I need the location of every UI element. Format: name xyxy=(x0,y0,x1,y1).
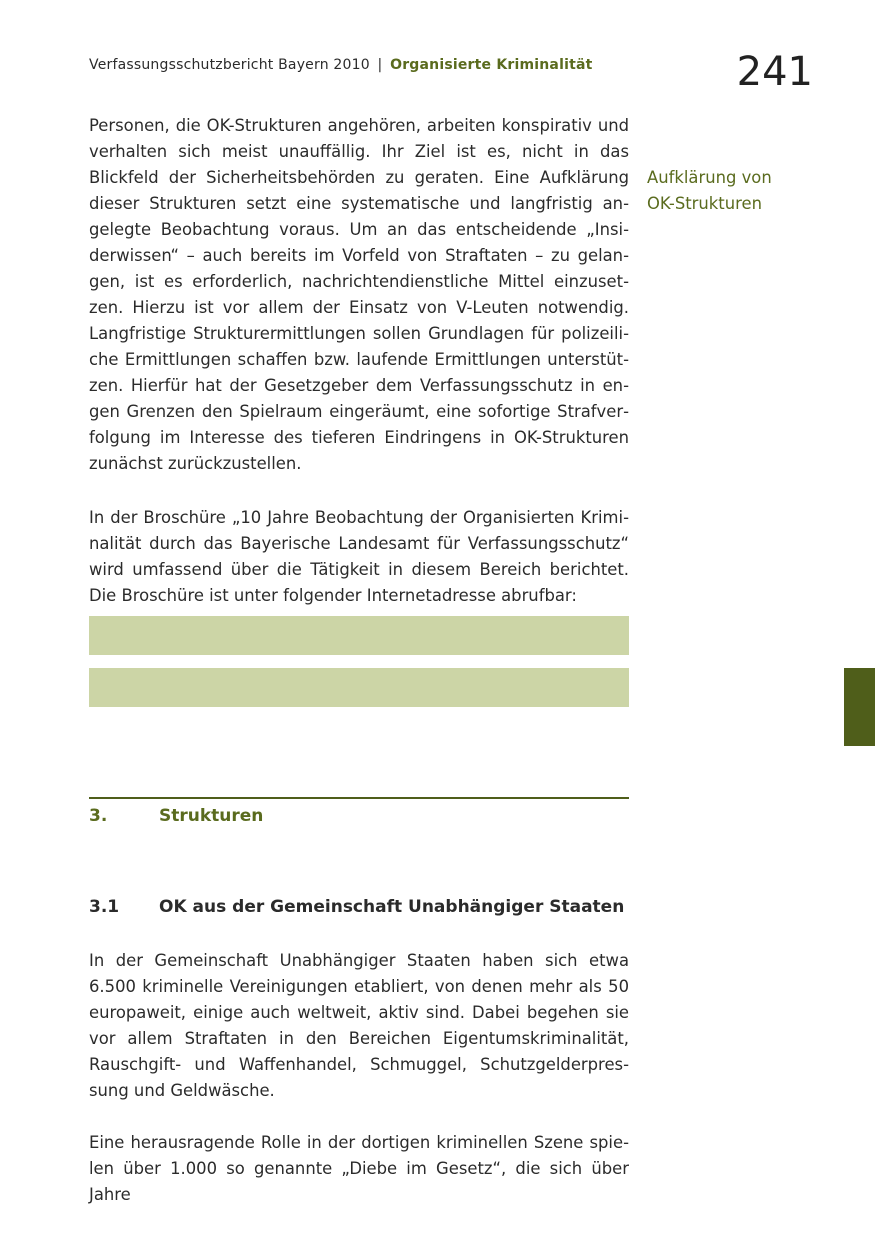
publication-title: Verfassungsschutzbericht Bayern 2010 xyxy=(89,57,370,73)
link-highlight-bar xyxy=(89,668,629,707)
margin-note-line-2: OK-Strukturen xyxy=(647,194,762,213)
paragraph-diebe-im-gesetz: Eine herausragende Rolle in der dortigen kriminellen Szene spielen über 1.000 so genannte „Diebe im Gesetz“, die sich über Jahre xyxy=(89,1133,629,1204)
section-title: Organisierte Kriminalität xyxy=(390,57,593,73)
paragraph-broschuere: In der Broschüre „10 Jahre Beobachtung der Organisierten Kriminalität durch das Bayerische Landesamt für Verfassungsschutz“ wird umfassend über die Tätigkeit in diesem Bereich berichtet. Die Broschüre ist unter folgender Internetadresse abrufbar: xyxy=(89,508,629,605)
subsection-heading xyxy=(89,897,629,917)
section-divider xyxy=(89,797,629,799)
margin-note xyxy=(647,165,847,217)
margin-note-line-1: Aufklärung von xyxy=(647,168,772,187)
chapter-tab-marker xyxy=(844,668,875,746)
section-heading-title: Strukturen xyxy=(159,806,264,826)
section-number: 3. xyxy=(89,806,108,826)
paragraph-ok-strukturen: Personen, die OK-Strukturen angehören, arbeiten konspirativ und verhalten sich meist unauffällig. Ihr Ziel ist es, nicht in das Blickfeld der Sicherheitsbehörden zu geraten. Eine Aufklärung dieser Strukturen setzt eine systematische und langfristig angelegte Beobachtung voraus. Um an das entscheidende „Insiderwissen“ – auch bereits im Vorfeld von Straftaten – zu gelangen, ist es erforderlich, nachrichtendienstliche Mittel einzusetzen. Hierzu ist vor allem der Einsatz von V-Leuten notwendig. Langfristige Strukturermittlungen sollen Grundlagen für polizeiliche Ermittlungen schaffen bzw. laufende Ermittlungen unterstützen. Hierfür hat der Gesetzgeber dem Verfassungsschutz in engen Grenzen den Spielraum eingeräumt, eine sofortige Strafverfolgung im Interesse des tieferen Eindringens in OK-Strukturen zunächst zurückzustellen. xyxy=(89,116,629,473)
paragraph-gus-vereinigungen: In der Gemeinschaft Unabhängiger Staaten haben sich etwa 6.500 kriminelle Vereinigungen etabliert, von denen mehr als 50 europaweit, einige auch weltweit, aktiv sind. Dabei begehen sie vor allem Straftaten in den Bereichen Eigentumskriminalität, Rauschgift- und Waffenhandel, Schmuggel, Schutzgelderpressung und Geldwäsche. xyxy=(89,951,629,1100)
page-number: 241 xyxy=(736,49,813,95)
section-heading xyxy=(89,806,629,826)
link-highlight-bar xyxy=(89,616,629,655)
header-separator: | xyxy=(377,57,383,73)
subsection-heading-title: OK aus der Gemeinschaft Unabhängiger Staaten xyxy=(159,897,625,917)
running-header xyxy=(89,57,593,73)
subsection-number: 3.1 xyxy=(89,897,120,917)
